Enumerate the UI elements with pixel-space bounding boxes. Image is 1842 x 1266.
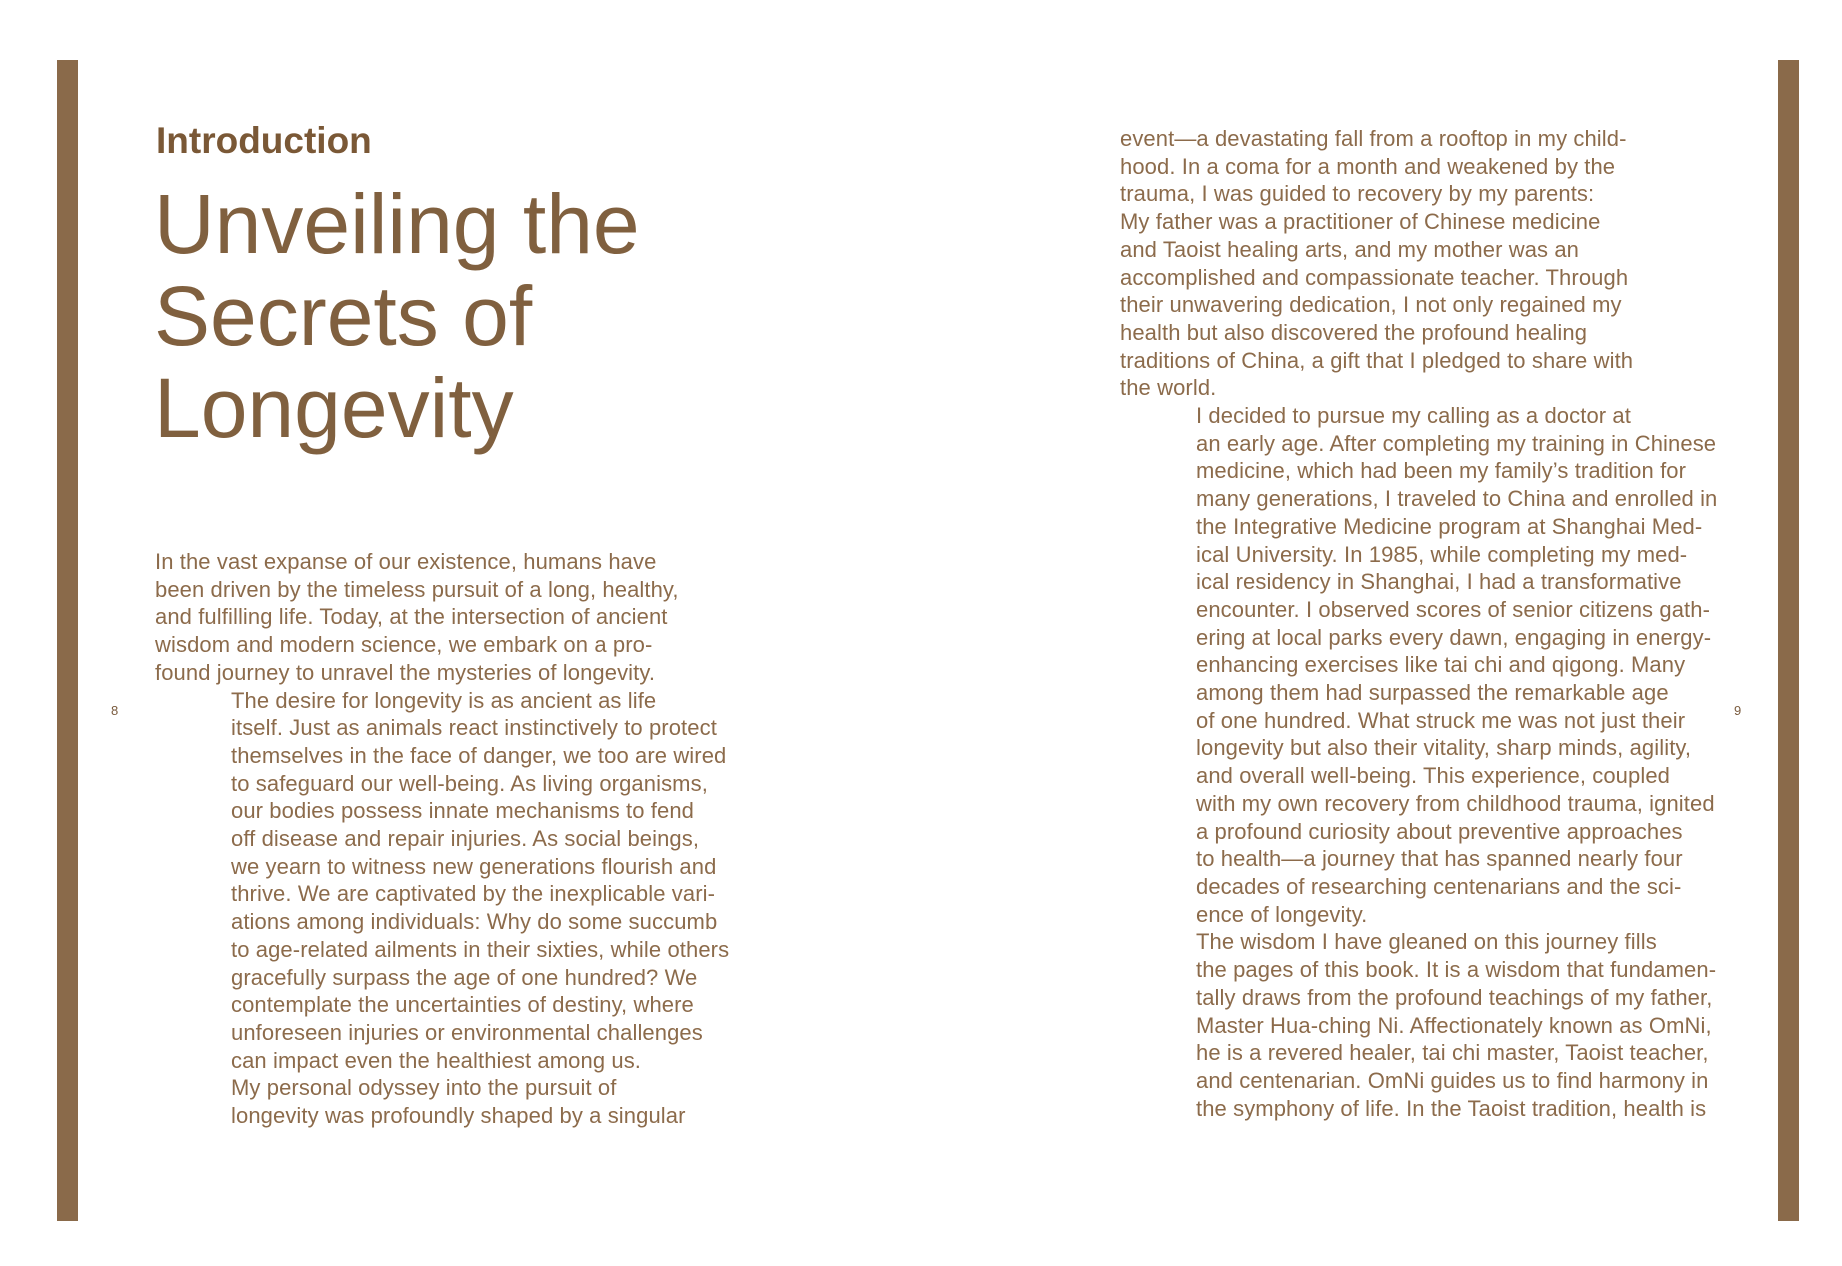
text-line: an early age. After completing my training in Chinese xyxy=(1196,430,1717,456)
text-line: their unwavering dedication, I not only regained my xyxy=(1120,292,1622,318)
right-page-body xyxy=(1120,125,1720,1122)
text-line: The desire for longevity is as ancient as life xyxy=(231,687,657,713)
body-paragraph xyxy=(1120,928,1720,1122)
text-line: found journey to unravel the mysteries of longevity. xyxy=(155,659,656,685)
text-line: ical University. In 1985, while completing my med- xyxy=(1196,541,1688,567)
text-line: longevity but also their vitality, sharp minds, agility, xyxy=(1196,735,1692,761)
text-line: enhancing exercises like tai chi and qigong. Many xyxy=(1196,652,1686,678)
text-line: hood. In a coma for a month and weakened by the xyxy=(1120,153,1616,179)
body-paragraph xyxy=(155,687,755,1075)
text-line: thrive. We are captivated by the inexplicable vari- xyxy=(231,881,716,907)
text-line: off disease and repair injuries. As social beings, xyxy=(231,826,700,852)
text-line: can impact even the healthiest among us. xyxy=(231,1047,642,1073)
right-page-edge-bar xyxy=(1778,60,1799,1221)
chapter-heading: Introduction xyxy=(156,120,372,161)
text-line: My personal odyssey into the pursuit of xyxy=(231,1075,617,1101)
text-line: of one hundred. What struck me was not just their xyxy=(1196,707,1686,733)
text-line: we yearn to witness new generations flourish and xyxy=(231,853,717,879)
right-page-number: 9 xyxy=(1734,703,1742,718)
text-line: the Integrative Medicine program at Shanghai Med- xyxy=(1196,513,1703,539)
title-line: Unveiling the xyxy=(154,177,640,271)
text-line: the world. xyxy=(1120,375,1217,401)
text-line: and fulfilling life. Today, at the intersection of ancient xyxy=(155,604,668,630)
text-line: ence of longevity. xyxy=(1196,901,1368,927)
text-line: event—a devastating fall from a rooftop in my child- xyxy=(1120,126,1627,151)
text-line: In the vast expanse of our existence, humans have xyxy=(155,549,657,574)
text-line: encounter. I observed scores of senior citizens gath- xyxy=(1196,596,1711,622)
text-line: traditions of China, a gift that I pledged to share with xyxy=(1120,347,1634,373)
text-line: and Taoist healing arts, and my mother was an xyxy=(1120,236,1580,262)
text-line: to health—a journey that has spanned nearly four xyxy=(1196,846,1683,872)
body-paragraph xyxy=(155,548,755,687)
text-line: Master Hua-ching Ni. Affectionately known as OmNi, xyxy=(1196,1012,1712,1038)
text-line: longevity was profoundly shaped by a singular xyxy=(231,1103,686,1129)
body-paragraph xyxy=(1120,402,1720,928)
text-line: he is a revered healer, tai chi master, Taoist teacher, xyxy=(1196,1040,1709,1066)
text-line: ical residency in Shanghai, I had a transformative xyxy=(1196,569,1682,595)
text-line: and centenarian. OmNi guides us to find harmony in xyxy=(1196,1067,1709,1093)
text-line: contemplate the uncertainties of destiny, where xyxy=(231,992,694,1018)
text-line: decades of researching centenarians and the sci- xyxy=(1196,873,1682,899)
text-line: tally draws from the profound teachings of my father, xyxy=(1196,984,1713,1010)
text-line: a profound curiosity about preventive approaches xyxy=(1196,818,1683,844)
text-line: many generations, I traveled to China and enrolled in xyxy=(1196,486,1718,512)
text-line: My father was a practitioner of Chinese medicine xyxy=(1120,209,1601,235)
text-line: health but also discovered the profound healing xyxy=(1120,319,1588,345)
text-line: The wisdom I have gleaned on this journey fills xyxy=(1196,929,1657,955)
text-line: I decided to pursue my calling as a doctor at xyxy=(1196,403,1631,429)
text-line: the symphony of life. In the Taoist tradition, health is xyxy=(1196,1095,1707,1121)
text-line: among them had surpassed the remarkable age xyxy=(1196,680,1669,706)
left-page-edge-bar xyxy=(57,60,78,1221)
text-line: medicine, which had been my family’s tradition for xyxy=(1196,458,1687,484)
text-line: the pages of this book. It is a wisdom that fundamen- xyxy=(1196,957,1717,983)
text-line: been driven by the timeless pursuit of a long, healthy, xyxy=(155,576,679,602)
left-page-number: 8 xyxy=(111,703,119,718)
text-line: our bodies possess innate mechanisms to fend xyxy=(231,798,694,824)
title-line: Longevity xyxy=(154,361,514,455)
text-line: ations among individuals: Why do some succumb xyxy=(231,909,718,935)
text-line: accomplished and compassionate teacher. Through xyxy=(1120,264,1629,290)
text-line: with my own recovery from childhood trauma, ignited xyxy=(1196,790,1715,816)
text-line: themselves in the face of danger, we too are wired xyxy=(231,742,727,768)
body-paragraph xyxy=(1120,125,1720,402)
text-line: to age-related ailments in their sixties, while others xyxy=(231,936,730,962)
text-line: wisdom and modern science, we embark on a pro- xyxy=(155,632,653,658)
text-line: trauma, I was guided to recovery by my parents: xyxy=(1120,181,1595,207)
text-line: gracefully surpass the age of one hundred? We xyxy=(231,964,698,990)
text-line: to safeguard our well-being. As living organisms, xyxy=(231,770,708,796)
left-page-body xyxy=(155,548,755,1130)
body-paragraph xyxy=(155,1074,755,1129)
title-line: Secrets of xyxy=(154,269,533,363)
text-line: and overall well-being. This experience, coupled xyxy=(1196,763,1671,789)
chapter-title xyxy=(154,178,794,454)
text-line: unforeseen injuries or environmental challenges xyxy=(231,1019,703,1045)
text-line: itself. Just as animals react instinctively to protect xyxy=(231,715,717,741)
text-line: ering at local parks every dawn, engaging in energy- xyxy=(1196,624,1712,650)
